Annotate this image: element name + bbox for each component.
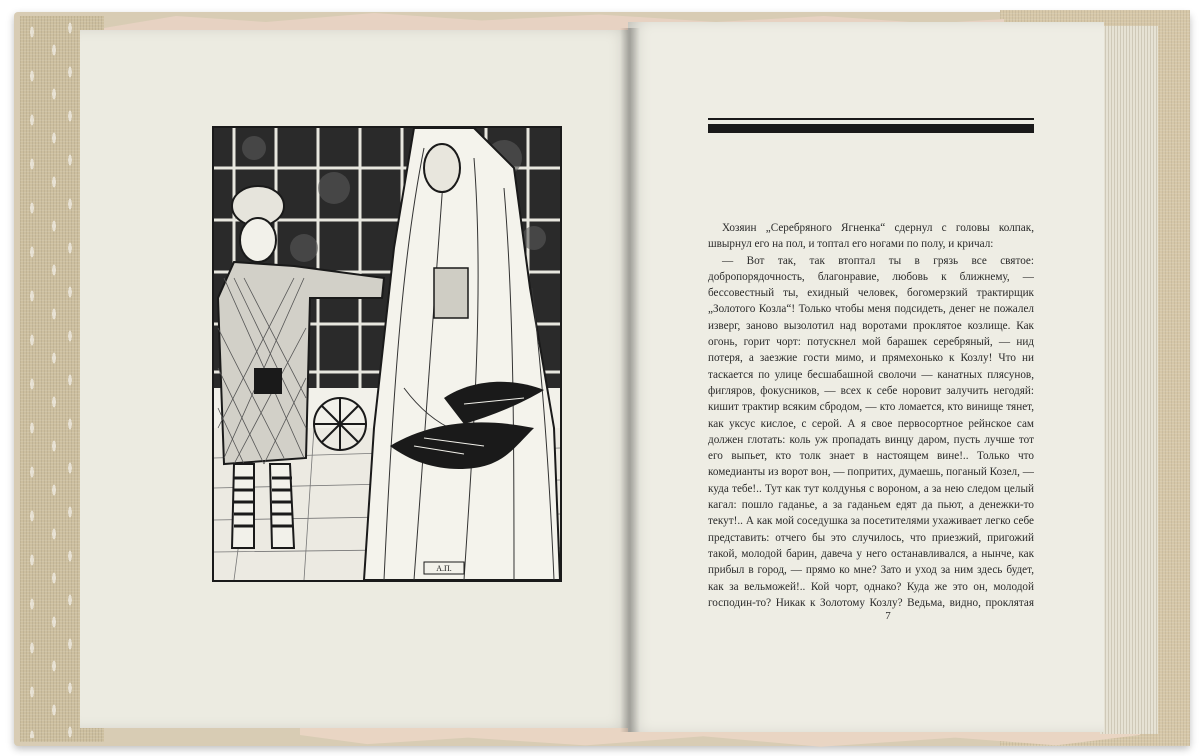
paragraph-2: — Вот так, так втоптал ты в грязь все святое: добропорядочность, благонравие, любовь к ближнему, — бессовестный ты, ехидный человек, богомерзкий трактирщик „Золотого Козла“! Только чтобы меня подсидеть, денег не пожалел изверг, заново вызолотил над воротами проклятое козлище. Как огонь, горит чорт: потускнел мой барашек серебряный, — нид потеря, а заезжие гости мимо, и прямехонько к Козлу! Что ни таскается по улице бесшабашной сволочи — канатных плясунов, фигляров, фокусников, — всех к себе норовит залучить негодяй: кишит трактир всяким сбродом, — кто ломается, кто винище тянет, как уксус кислое, с серой. А я свое первосортное рейнское сам должен глотать: коль уж пропадать винцу даром, пусть лучше тот его выпьет, кто толк знает в настоящем вине!.. Только что комедианты из ворот вон, — попритих, думаешь, поганый Козел, — куда тебе!.. Тут как тут колдунья с вороном, а за нею следом целый кагал: пошло гаданье, а за гаданьем едят да пьют, а денежки-то текут!.. А как мой соседушка за посетителями ухаживает легко себе представить: отчего бы это случилось, что приезжий, пригожий такой, молодой барин, давеча у него останавливался, а нынче, как прибыл в город, — прямо ко мне? Зато и уход за ним здесь будет, как за вельможей!.. Кой чорт, однако? Куда же это он, молодой господин-то? Никак к Золотому Козлу? Ведьма, видно, проклятая bbox=[708, 254, 1034, 609]
page-edges bbox=[1100, 26, 1158, 734]
cloth-pattern bbox=[22, 20, 78, 738]
cart-wheel bbox=[314, 398, 366, 450]
coat-pocket bbox=[254, 368, 282, 394]
illustration-signature: А.П. bbox=[436, 564, 452, 573]
chapter-text bbox=[708, 220, 1034, 612]
page-number: 7 bbox=[885, 610, 891, 622]
rule-thick-line bbox=[708, 124, 1034, 133]
rule-thin-line bbox=[708, 118, 1034, 120]
book-gutter bbox=[620, 28, 640, 732]
paragraph-1: Хозяин „Серебряного Ягненка“ сдернул с головы колпак, швырнул его на пол, и топтал его ногами по полу, и кричал: bbox=[708, 222, 1034, 251]
engraving-illustration bbox=[212, 126, 562, 582]
decorative-rule bbox=[708, 118, 1034, 136]
illustration-drawing bbox=[214, 128, 560, 580]
